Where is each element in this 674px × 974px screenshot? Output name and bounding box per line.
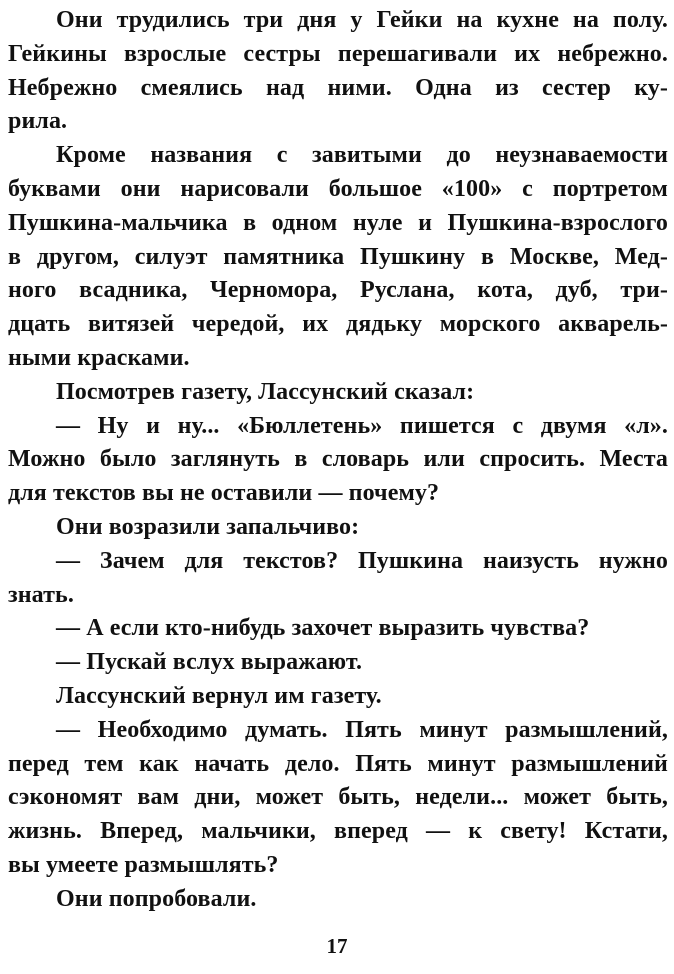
text-line: жизнь. Вперед, мальчики, вперед — к свету! Кстати, — [8, 818, 668, 845]
text-line: Они возразили запальчиво: — [56, 513, 360, 540]
text-line: рила. — [8, 108, 68, 135]
text-line: вы умеете размышлять? — [8, 851, 279, 878]
text-line: — Зачем для текстов? Пушкина наизусть нужно — [56, 547, 668, 574]
text-line: — Необходимо думать. Пять минут размышлений, — [56, 716, 668, 743]
text-line: Они трудились три дня у Гейки на кухне на полу. — [56, 7, 668, 33]
text-line: Посмотрев газету, Лассунский сказал: — [56, 378, 475, 405]
text-line: — А если кто-нибудь захочет выразить чувства? — [56, 615, 590, 642]
text-line: Можно было заглянуть в словарь или спросить. Места — [8, 446, 668, 473]
text-line: Лассунский вернул им газету. — [56, 682, 382, 709]
text-line: Кроме названия с завитыми до неузнаваемости — [56, 142, 668, 169]
text-line: дцать витязей чередой, их дядьку морского акварель- — [8, 311, 668, 338]
body-text — [8, 4, 668, 917]
page-number: 17 — [326, 934, 348, 958]
text-line: знать. — [8, 581, 74, 608]
text-line: перед тем как начать дело. Пять минут размышлений — [8, 750, 668, 777]
text-line: ного всадника, Черномора, Руслана, кота, дуб, три- — [8, 277, 668, 304]
text-line: — Пускай вслух выражают. — [56, 649, 363, 676]
text-line: сэкономят вам дни, может быть, недели... может быть, — [8, 784, 668, 811]
text-line: Небрежно смеялись над ними. Одна из сестер ку- — [8, 74, 668, 101]
text-line: для текстов вы не оставили — почему? — [8, 480, 440, 507]
text-line: Они попробовали. — [56, 885, 257, 912]
text-line: в другом, силуэт памятника Пушкину в Москве, Мед- — [8, 243, 668, 270]
text-line: Пушкина-мальчика в одном нуле и Пушкина-взрослого — [8, 209, 668, 236]
text-line: — Ну и ну... «Бюллетень» пишется с двумя «л». — [56, 412, 668, 439]
text-line: буквами они нарисовали большое «100» с портретом — [8, 175, 668, 202]
text-line: ными красками. — [8, 344, 190, 371]
text-line: Гейкины взрослые сестры перешагивали их небрежно. — [8, 40, 668, 67]
